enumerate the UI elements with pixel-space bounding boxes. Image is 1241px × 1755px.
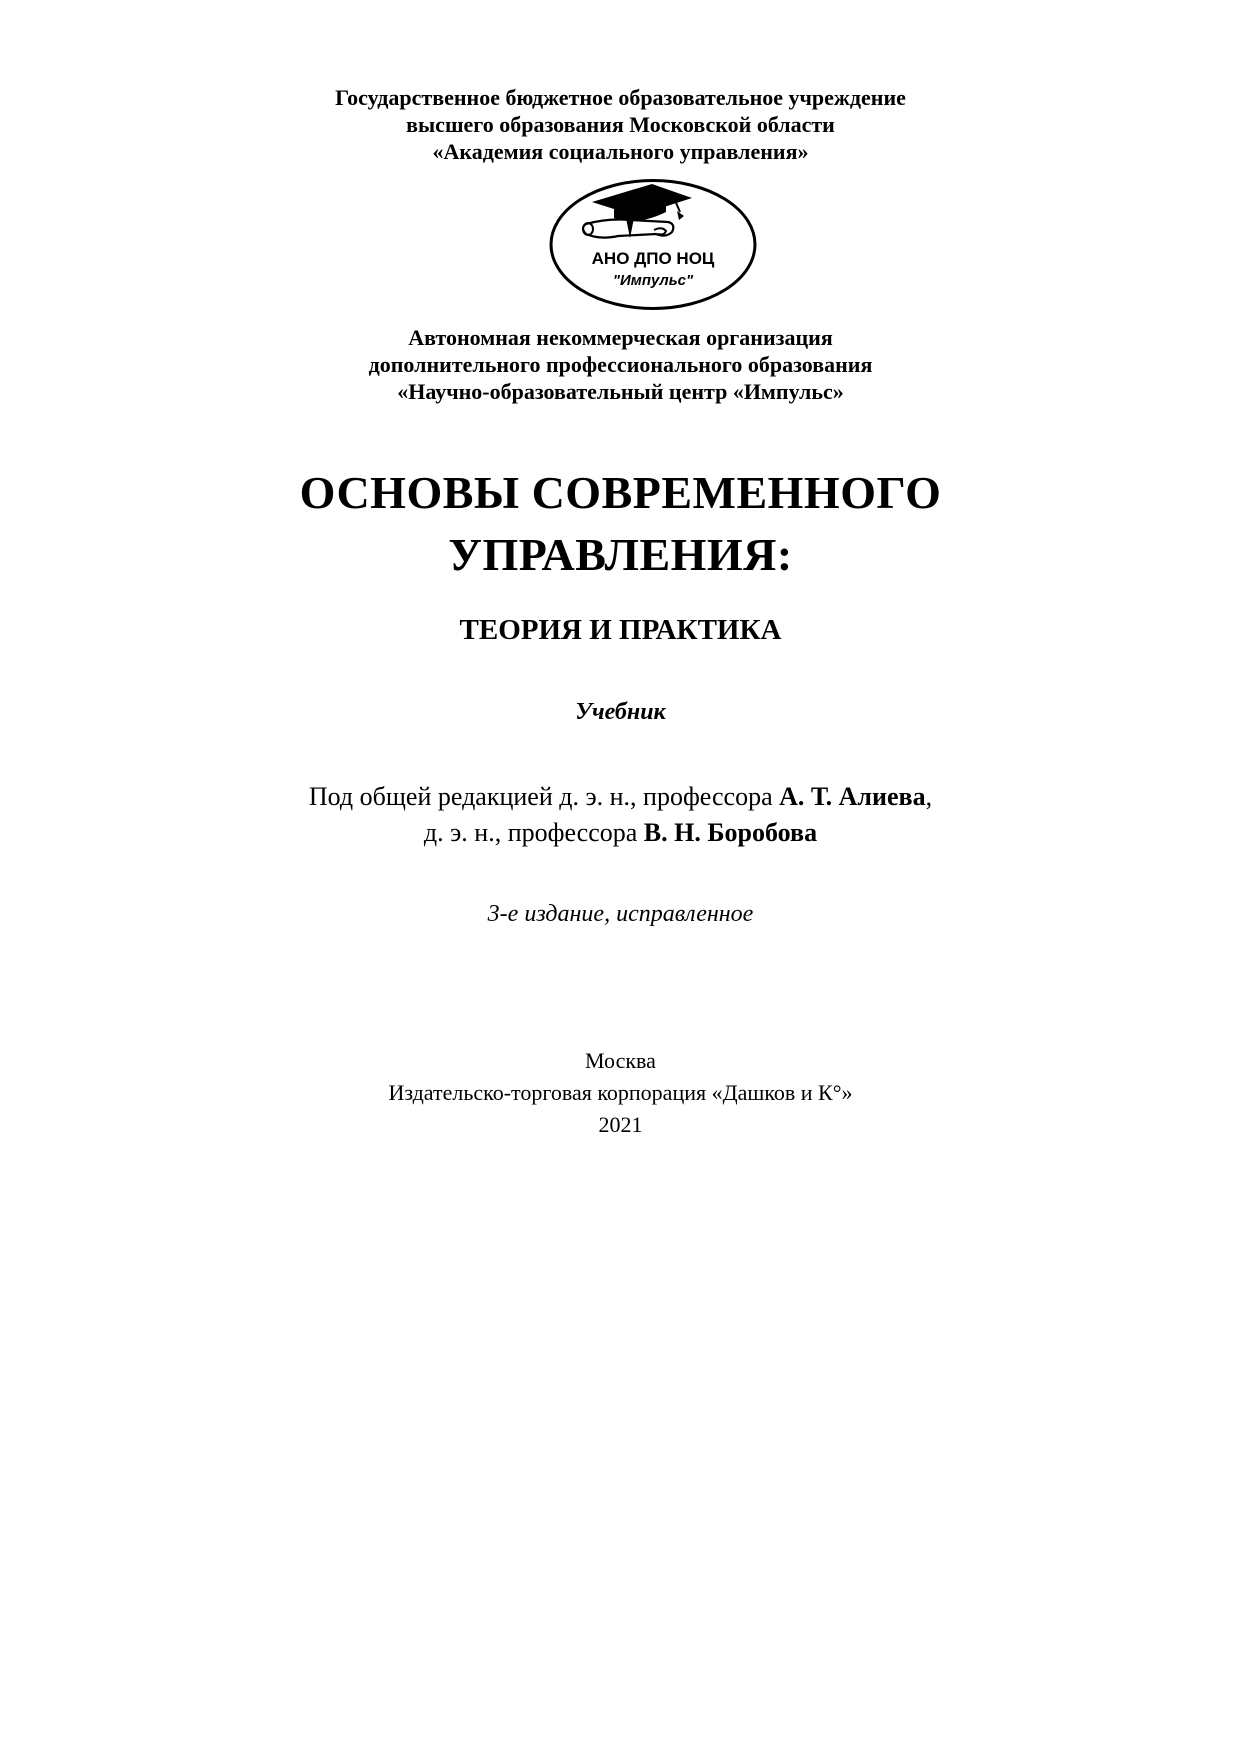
book-title-line1: ОСНОВЫ СОВРЕМЕННОГО <box>299 467 942 518</box>
editor-name: А. Т. Алиева <box>779 782 926 811</box>
book-title <box>0 462 1241 586</box>
editors-line2 <box>0 815 1241 851</box>
organization-logo <box>548 178 758 311</box>
book-title-line2: УПРАВЛЕНИЯ: <box>448 529 793 580</box>
organization-header <box>0 324 1241 405</box>
editors-line1 <box>0 779 1241 815</box>
editors-suffix: , <box>925 782 933 811</box>
logo-text-line1: АНО ДПО НОЦ <box>591 249 715 268</box>
imprint-city: Москва <box>585 1048 656 1073</box>
institution-header <box>0 84 1241 165</box>
editors-prefix: Под общей редакцией д. э. н., профессора <box>308 782 780 811</box>
institution-line: «Академия социального управления» <box>432 139 809 164</box>
editor-name: В. Н. Боробова <box>643 818 818 847</box>
institution-line: высшего образования Московской области <box>406 112 835 137</box>
organization-line: Автономная некоммерческая организация <box>408 325 833 350</box>
book-subtitle: ТЕОРИЯ И ПРАКТИКА <box>459 614 782 646</box>
editors <box>0 779 1241 851</box>
imprint-publisher: Издательско-торговая корпорация «Дашков и К°» <box>388 1080 853 1105</box>
editors-prefix: д. э. н., профессора <box>423 818 644 847</box>
organization-line: дополнительного профессионального образования <box>368 352 873 377</box>
imprint-year: 2021 <box>598 1112 643 1137</box>
organization-line: «Научно-образовательный центр «Импульс» <box>397 379 844 404</box>
publication-type: Учебник <box>575 699 666 725</box>
logo-text-line2: "Импульс" <box>612 272 694 289</box>
imprint <box>0 1045 1241 1141</box>
edition-note: 3-е издание, исправленное <box>487 901 754 927</box>
institution-line: Государственное бюджетное образовательное учреждение <box>335 85 906 110</box>
